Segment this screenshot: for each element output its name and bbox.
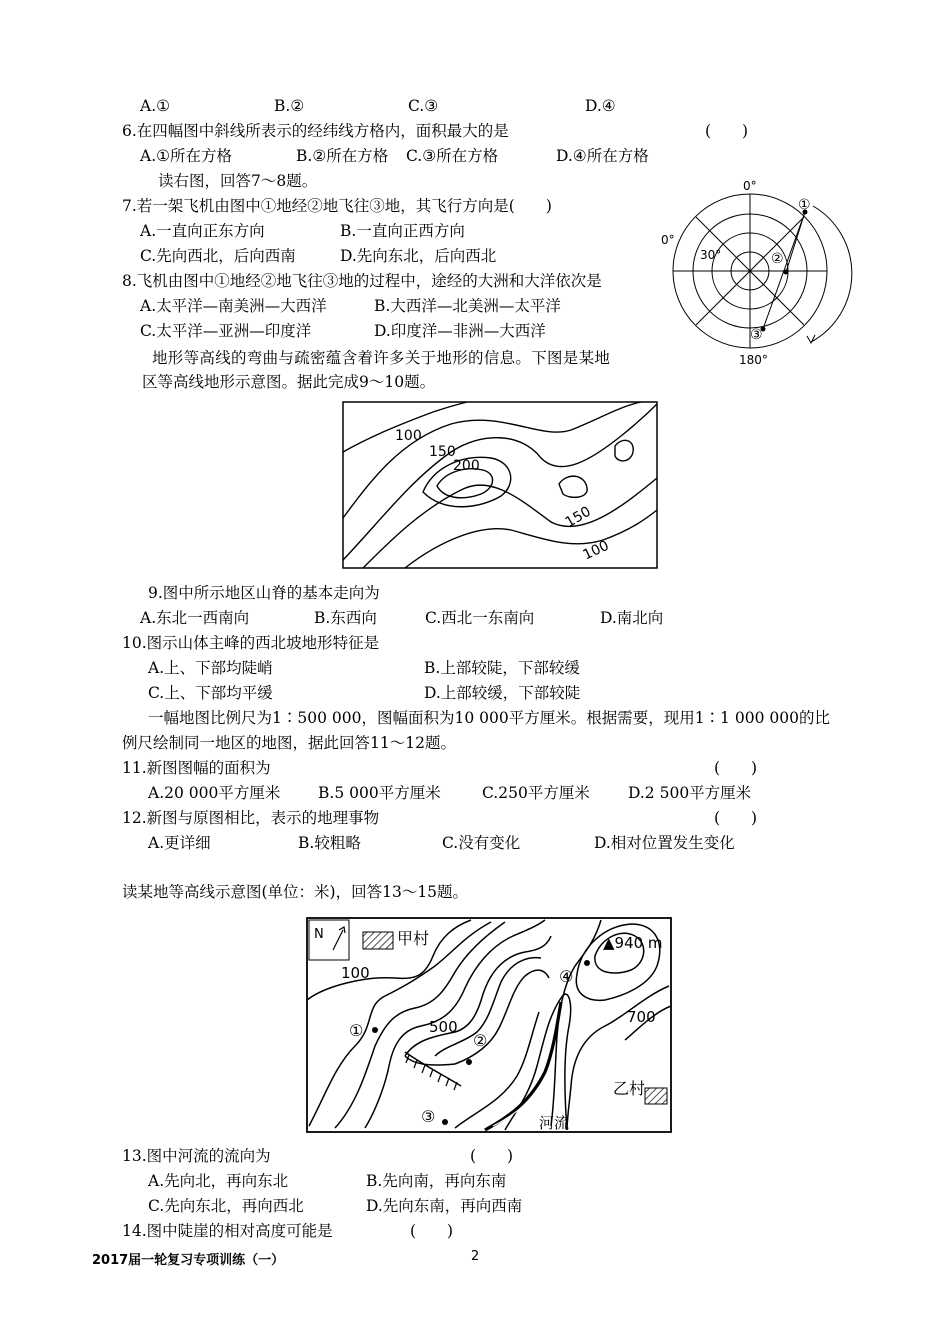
q10-option-c: C.上、下部均平缓 [148,684,273,702]
q7-option-c: C.先向西北，后向西南 [140,247,296,265]
q8-option-c: C.太平洋—亚洲—印度洋 [140,322,312,340]
q5-option-d: D.④ [585,97,616,115]
intro-7-8: 读右图，回答7～8题。 [158,172,318,190]
contour2-point-3: ③ [421,1107,436,1126]
q6-option-c: C.③所在方格 [406,147,499,165]
q9-stem: 9.图中所示地区山脊的基本走向为 [148,584,380,602]
intro-13-15: 读某地等高线示意图(单位：米)，回答13～15题。 [122,883,469,901]
q13-stem: 13.图中河流的流向为 [122,1147,271,1165]
q10-option-d: D.上部较缓，下部较陡 [424,684,581,702]
contour-map-ridge [341,400,661,572]
q14-stem: 14.图中陡崖的相对高度可能是 [122,1222,333,1240]
north-arrow-label: N [314,927,324,942]
intro-11-12-line2: 例尺绘制同一地区的地图，据此回答11～12题。 [122,734,456,752]
contour1-label-100-bottom: 100 [580,537,612,564]
polar-point-2: ② [771,251,784,267]
q11-option-b: B.5 000平方厘米 [318,784,441,802]
q5-option-a: A.① [140,97,171,115]
q9-option-d: D.南北向 [600,609,664,627]
q13-option-c: C.先向东北，再向西北 [148,1197,304,1215]
q8-option-b: B.大西洋—北美洲—太平洋 [374,297,561,315]
contour2-label-500: 500 [429,1018,458,1036]
q9-option-a: A.东北一西南向 [140,609,250,627]
contour-map-villages [305,916,675,1136]
q12-answer-paren: ( ) [714,809,758,827]
q8-stem: 8.飞机由图中①地经②地飞往③地的过程中，途经的大洲和大洋依次是 [122,272,602,290]
river-label: 河流 [539,1114,570,1132]
q6-answer-paren: ( ) [705,122,749,140]
q5-option-b: B.② [274,97,305,115]
q12-option-c: C.没有变化 [442,834,521,852]
q9-option-b: B.东西向 [314,609,377,627]
page-number: 2 [471,1249,480,1264]
polar-label-30: 30° [700,248,722,262]
q6-stem: 6.在四幅图中斜线所表示的经纬线方格内，面积最大的是 [122,122,509,140]
q7-option-d: D.先向东北，后向西北 [340,247,497,265]
q10-stem: 10.图示山体主峰的西北坡地形特征是 [122,634,380,652]
q12-stem: 12.新图与原图相比，表示的地理事物 [122,809,380,827]
q8-option-d: D.印度洋—非洲—大西洋 [374,322,546,340]
q10-option-b: B.上部较陡，下部较缓 [424,659,580,677]
q9-option-c: C.西北一东南向 [425,609,535,627]
polar-label-180: 180° [739,353,768,367]
q14-answer-paren: ( ) [410,1222,454,1240]
q12-option-b: B.较粗略 [298,834,361,852]
q11-option-d: D.2 500平方厘米 [628,784,752,802]
polar-point-1: ① [798,197,811,213]
polar-projection-figure [655,176,855,376]
q6-option-d: D.④所在方格 [556,147,649,165]
contour2-point-1: ① [349,1021,364,1040]
q7-stem: 7.若一架飞机由图中①地经②地飞往③地，其飞行方向是( ) [122,197,552,215]
footer-title: 2017届一轮复习专项训练（一） [92,1253,285,1268]
intro-9-10-line2: 区等高线地形示意图。据此完成9～10题。 [142,373,436,391]
contour1-label-150-top: 150 [429,444,456,460]
q13-option-a: A.先向北，再向东北 [148,1172,289,1190]
q13-answer-paren: ( ) [470,1147,514,1165]
q6-option-a: A.①所在方格 [140,147,233,165]
q10-option-a: A.上、下部均陡峭 [148,659,273,677]
village-jia-label: 甲村 [397,929,430,948]
q5-option-c: C.③ [408,97,439,115]
contour2-point-2: ② [473,1031,488,1050]
q7-option-b: B.一直向正西方向 [340,222,465,240]
contour2-label-700: 700 [627,1008,656,1026]
q13-option-b: B.先向南，再向东南 [366,1172,507,1190]
q13-option-d: D.先向东南，再向西南 [366,1197,523,1215]
polar-label-top-0: 0° [743,179,757,193]
polar-label-left-0: 0° [661,233,675,247]
q11-answer-paren: ( ) [714,759,758,777]
q11-option-c: C.250平方厘米 [482,784,590,802]
contour1-label-200: 200 [453,458,480,474]
q12-option-d: D.相对位置发生变化 [594,834,735,852]
q11-option-a: A.20 000平方厘米 [148,784,281,802]
q6-option-b: B.②所在方格 [296,147,389,165]
contour2-point-4: ④ [559,967,574,986]
intro-9-10-line1: 地形等高线的弯曲与疏密蕴含着许多关于地形的信息。下图是某地 [152,349,611,367]
q12-option-a: A.更详细 [148,834,211,852]
q11-stem: 11.新图图幅的面积为 [122,759,271,777]
q7-option-a: A.一直向正东方向 [140,222,265,240]
peak-elevation-label: ▲940 m [603,934,663,952]
contour1-label-100-top: 100 [395,428,422,444]
contour1-label-150-bottom: 150 [562,503,594,531]
polar-point-3: ③ [750,327,763,343]
contour2-label-100: 100 [341,964,370,982]
intro-11-12-line1: 一幅地图比例尺为1∶500 000，图幅面积为10 000平方厘米。根据需要，现用1∶1 000 000的比 [148,709,830,727]
q8-option-a: A.太平洋—南美洲—大西洋 [140,297,327,315]
village-yi-label: 乙村 [613,1079,646,1098]
